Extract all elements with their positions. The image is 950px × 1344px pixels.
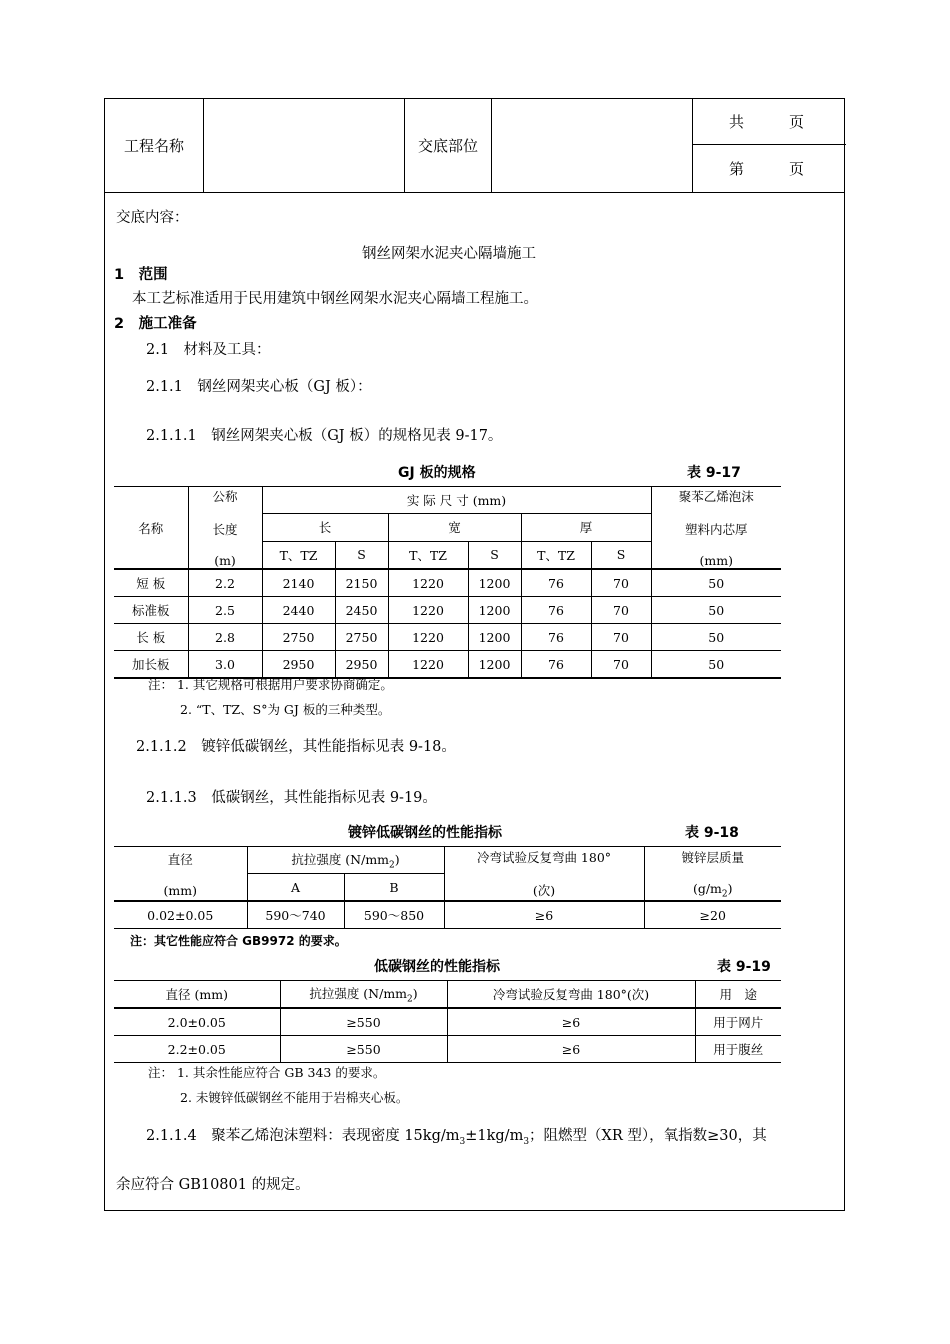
- table-cell: 50: [651, 651, 781, 679]
- table-cell: ≥6: [447, 1036, 695, 1063]
- doc-title: 钢丝网架水泥夹心隔墙施工: [362, 246, 536, 262]
- content-label: 交底内容：: [116, 210, 189, 226]
- table-cell: 1200: [468, 569, 521, 597]
- th-sub: T、TZ: [388, 541, 468, 569]
- project-name-field[interactable]: [204, 99, 405, 192]
- table3-note-2: 2. 未镀锌低碳钢丝不能用于岩棉夹心板。: [180, 1090, 409, 1105]
- table-cell: ≥6: [447, 1008, 695, 1036]
- table2-caption: 镀锌低碳钢丝的性能指标: [348, 825, 502, 841]
- header-table: [105, 99, 844, 193]
- table-cell: 3.0: [188, 651, 262, 679]
- th-width: 宽: [388, 514, 521, 541]
- th-tensile: 抗拉强度 $(N/mm_2)$: [247, 847, 444, 874]
- table-cell: 76: [521, 624, 591, 651]
- table3-caption: 低碳钢丝的性能指标: [374, 959, 500, 975]
- table-cell: 2.2±0.05: [114, 1036, 280, 1063]
- table-cell: 2950: [262, 651, 335, 679]
- th-name: 名称: [114, 487, 188, 570]
- table-cell: 70: [591, 569, 651, 597]
- table1-caption: GJ 板的规格: [398, 465, 476, 481]
- table3-note-1: 注： 1. 其余性能应符合 GB 343 的要求。: [148, 1065, 386, 1080]
- location-field[interactable]: [492, 99, 693, 192]
- th-sub: T、TZ: [521, 541, 591, 569]
- table-row: [114, 651, 781, 679]
- table-row: [114, 1008, 781, 1036]
- table-cell: 1220: [388, 624, 468, 651]
- table-9-19: [114, 980, 781, 1063]
- th-core: 聚苯乙烯泡沫 塑料内芯厚 (mm): [651, 487, 781, 570]
- table-cell: 1200: [468, 651, 521, 679]
- th-thickness: 厚: [521, 514, 651, 541]
- section-2-1-1: 2.1.1 钢丝网架夹心板（GJ 板）：: [146, 379, 372, 395]
- th-sub: S: [591, 541, 651, 569]
- table-cell: 用于网片: [695, 1008, 781, 1036]
- table-row: [114, 597, 781, 624]
- section-2-1-1-1: 2.1.1.1 钢丝网架夹心板（GJ 板）的规格见表 9-17。: [146, 428, 503, 444]
- table2-cell: 590～740: [247, 901, 344, 929]
- th-actual: 实 际 尺 寸 (mm): [262, 487, 651, 514]
- section-2-1: 2.1 材料及工具：: [146, 342, 271, 358]
- table-cell: 2.8: [188, 624, 262, 651]
- th-sub: T、TZ: [262, 541, 335, 569]
- table-row: [114, 569, 781, 597]
- table-cell: 1220: [388, 597, 468, 624]
- table-cell: 76: [521, 569, 591, 597]
- table-cell: 50: [651, 624, 781, 651]
- table-cell: 70: [591, 624, 651, 651]
- section-2-1-1-2: 2.1.1.2 镀锌低碳钢丝，其性能指标见表 9-18。: [136, 739, 456, 755]
- table-cell: 2.5: [188, 597, 262, 624]
- section-2-heading: 2 施工准备: [114, 316, 197, 332]
- th-diameter: 直径 (mm): [114, 981, 280, 1009]
- th-a: A: [247, 874, 344, 902]
- th-length: 长: [262, 514, 388, 541]
- table2-cell: ≥6: [444, 901, 644, 929]
- table-cell: 2950: [335, 651, 388, 679]
- table3-number: 表 9-19: [717, 959, 771, 975]
- section-2-1-1-3: 2.1.1.3 低碳钢丝，其性能指标见表 9-19。: [146, 790, 437, 806]
- th-zinc: 镀锌层质量 $(g/m_2)$: [644, 847, 781, 902]
- table1-note-2: 2. “T、TZ、S°为 GJ 板的三种类型。: [180, 702, 391, 717]
- table-cell: 用于腹丝: [695, 1036, 781, 1063]
- table2-cell: 590～850: [344, 901, 444, 929]
- table1-note-1: 注： 1. 其它规格可根据用户要求协商确定。: [148, 677, 393, 692]
- table-cell: 2440: [262, 597, 335, 624]
- table1-number: 表 9-17: [687, 465, 741, 481]
- total-pages: 共 页: [693, 99, 846, 145]
- table-row: [114, 1036, 781, 1063]
- table-cell: 1200: [468, 597, 521, 624]
- th-bend: 冷弯试验反复弯曲 180°(次): [447, 981, 695, 1009]
- section-2-1-1-4-cont: 余应符合 GB10801 的规定。: [116, 1177, 310, 1193]
- table-cell: 2750: [335, 624, 388, 651]
- table-cell: 标准板: [114, 597, 188, 624]
- table-cell: ≥550: [280, 1008, 447, 1036]
- table-cell: 2150: [335, 569, 388, 597]
- table-cell: ≥550: [280, 1036, 447, 1063]
- th-b: B: [344, 874, 444, 902]
- table-cell: 76: [521, 651, 591, 679]
- page-number: 第 页: [729, 159, 805, 178]
- table-row: [114, 624, 781, 651]
- table-cell: 短 板: [114, 569, 188, 597]
- th-bend: 冷弯试验反复弯曲 180° (次): [444, 847, 644, 902]
- th-sub: S: [335, 541, 388, 569]
- th-nominal: 公称 长度 (m): [188, 487, 262, 570]
- table-cell: 76: [521, 597, 591, 624]
- th-sub: S: [468, 541, 521, 569]
- table-cell: 70: [591, 651, 651, 679]
- table-cell: 加长板: [114, 651, 188, 679]
- th-tensile: 抗拉强度 $(N/mm_2)$: [280, 981, 447, 1009]
- table-cell: 2140: [262, 569, 335, 597]
- table-cell: 1220: [388, 651, 468, 679]
- project-name-label: 工程名称: [105, 99, 204, 192]
- table-cell: 2.2: [188, 569, 262, 597]
- table-cell: 2450: [335, 597, 388, 624]
- table-cell: 70: [591, 597, 651, 624]
- table2-number: 表 9-18: [685, 825, 739, 841]
- table-cell: 2.0±0.05: [114, 1008, 280, 1036]
- section-1-text: 本工艺标准适用于民用建筑中钢丝网架水泥夹心隔墙工程施工。: [132, 291, 538, 307]
- table2-cell: ≥20: [644, 901, 781, 929]
- location-label: 交底部位: [405, 99, 492, 192]
- table-cell: 50: [651, 597, 781, 624]
- table-cell: 1220: [388, 569, 468, 597]
- table-cell: 2750: [262, 624, 335, 651]
- table-cell: 1200: [468, 624, 521, 651]
- table-cell: 50: [651, 569, 781, 597]
- section-2-1-1-4: 2.1.1.4 聚苯乙烯泡沫塑料：表现密度 $15kg/m_3\pm 1kg/m_3$；阻燃型（XR 型），氧指数≥30，其: [146, 1128, 767, 1147]
- table2-note: 注：其它性能应符合 GB9972 的要求。: [130, 934, 347, 948]
- section-1-heading: 1 范围: [114, 267, 168, 283]
- table2-cell: 0.02±0.05: [114, 901, 247, 929]
- table-cell: 长 板: [114, 624, 188, 651]
- th-diameter: 直径 (mm): [114, 847, 247, 902]
- th-use: 用 途: [695, 981, 781, 1009]
- table-9-17: [114, 486, 781, 679]
- table-9-18: [114, 846, 781, 929]
